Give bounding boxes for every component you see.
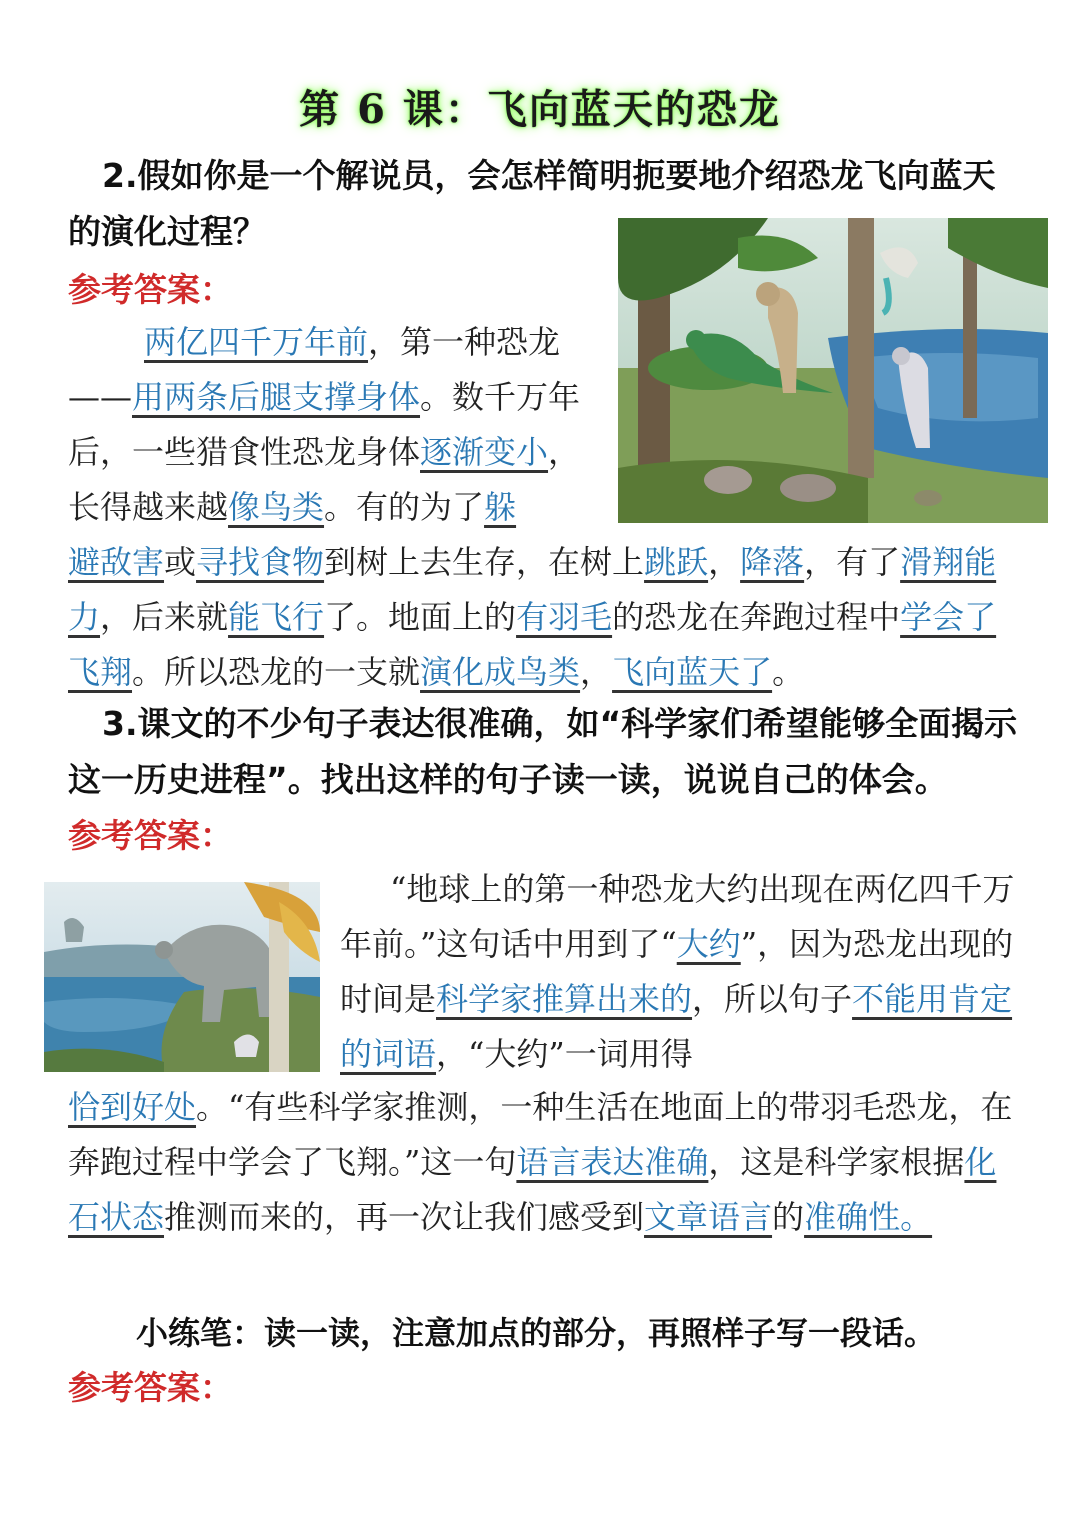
answer-text: 到树上去生存，在树上 — [324, 543, 645, 581]
answer-text: ， — [708, 543, 741, 581]
answer-text: ”，因为恐龙出现的时间是 — [340, 925, 1014, 1018]
answer-highlight: 滑翔能力 — [68, 543, 997, 636]
question-2: 2.假如你是一个解说员，会怎样简明扼要地介绍恐龙飞向蓝天的演化过程？ — [68, 156, 996, 251]
answer-highlight: 化石状态 — [68, 1143, 997, 1236]
answer-q3-paragraph-bottom — [68, 1080, 1018, 1245]
answer-highlight: 两亿四千万年前 — [144, 323, 369, 361]
answer-label-q3: 参考答案： — [68, 816, 233, 855]
answer-highlight: 语言表达准确 — [516, 1143, 709, 1181]
answer-highlight: 文章语言 — [644, 1198, 773, 1236]
dinosaur-lake-illustration — [44, 882, 320, 1072]
answer-highlight: 能飞行 — [228, 598, 325, 636]
answer-highlight: 有羽毛 — [516, 598, 613, 636]
answer-q3-paragraph-top — [340, 862, 1020, 1082]
answer-highlight: 逐渐变小 — [420, 433, 549, 471]
answer-highlight: 像鸟类 — [228, 488, 325, 526]
answer-highlight: 演化成鸟类 — [420, 653, 581, 691]
answer-highlight: 飞向蓝天了 — [612, 653, 773, 691]
answer-text: ，所以句子 — [692, 980, 853, 1018]
answer-label-practice: 参考答案： — [68, 1368, 233, 1407]
dinosaur-forest-illustration — [618, 218, 1048, 523]
answer-q2-paragraph-bottom — [68, 535, 1018, 700]
answer-text: 的恐龙在奔跑过程中 — [612, 598, 901, 636]
answer-label-q2: 参考答案： — [68, 270, 233, 309]
answer-text: ， — [580, 653, 613, 691]
answer-q2-paragraph-top — [68, 315, 603, 535]
answer-text: ，“大约”一词用得 — [436, 1035, 693, 1073]
answer-highlight: 躲 — [484, 488, 517, 526]
answer-text: 的 — [772, 1198, 805, 1236]
answer-text: ，有了 — [804, 543, 901, 581]
answer-text: 。“有些科学家推测，一种生活在地面上的带羽毛恐龙，在奔跑过程中学会了飞翔。”这一句 — [68, 1088, 1013, 1181]
answer-highlight: 跳跃 — [644, 543, 709, 581]
answer-highlight: 不能用肯定的词语 — [340, 980, 1013, 1073]
answer-highlight: 准确性。 — [804, 1198, 933, 1236]
answer-highlight: 寻找食物 — [196, 543, 325, 581]
answer-highlight: 避敌害 — [68, 543, 165, 581]
answer-text: 。所以恐龙的一支就 — [132, 653, 421, 691]
answer-text: “地球上的第一种恐龙大约出现在两亿四千万年前。”这句话中用到了“ — [340, 870, 1015, 963]
page-title: 第 6 课：飞向蓝天的恐龙 — [299, 86, 781, 133]
answer-text: ，长得越来越 — [68, 433, 581, 526]
answer-text: ，这是科学家根据 — [708, 1143, 965, 1181]
answer-text: 。有的为了 — [324, 488, 485, 526]
answer-text: ，后来就 — [100, 598, 229, 636]
answer-highlight: 学会了飞翔 — [68, 598, 997, 691]
answer-text: 。数千万年后，一些猎食性恐龙身体 — [68, 378, 581, 471]
answer-text: 或 — [164, 543, 197, 581]
answer-highlight: 大约 — [676, 925, 741, 963]
answer-text: ，第一种恐龙—— — [68, 323, 561, 416]
answer-highlight: 降落 — [740, 543, 805, 581]
answer-highlight: 恰到好处 — [68, 1088, 197, 1126]
answer-text: 了。地面上的 — [324, 598, 517, 636]
question-3: 3.课文的不少句子表达很准确，如“科学家们希望能够全面揭示这一历史进程”。找出这样的句子读一读，说说自己的体会。 — [68, 704, 1018, 799]
answer-text: 。 — [772, 653, 805, 691]
answer-highlight: 用两条后腿支撑身体 — [132, 378, 421, 416]
practice-instruction: 小练笔：读一读，注意加点的部分，再照样子写一段话。 — [136, 1314, 937, 1352]
answer-text: 推测而来的，再一次让我们感受到 — [164, 1198, 645, 1236]
answer-highlight: 科学家推算出来的 — [436, 980, 693, 1018]
